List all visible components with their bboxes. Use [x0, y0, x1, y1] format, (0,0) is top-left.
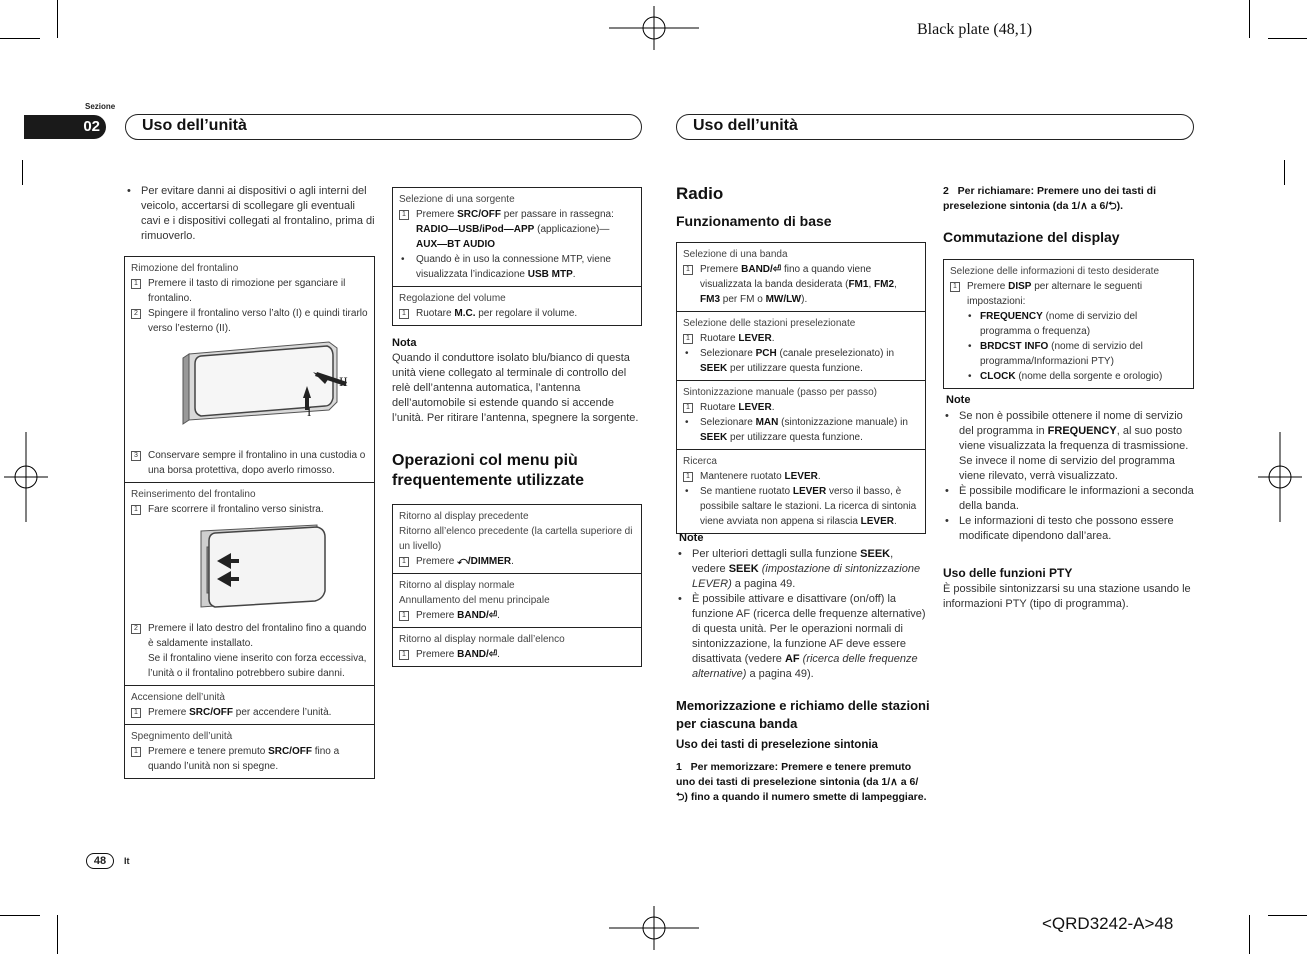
step-item: 1 Premere BAND/⏎.	[399, 647, 635, 662]
box-cell	[393, 628, 641, 666]
faceplate-reattach-illustration-icon	[197, 521, 337, 621]
crop-mark	[0, 915, 40, 916]
cell-title: Selezione di una sorgente	[399, 194, 515, 205]
page-title: Uso dell’unità	[693, 117, 798, 134]
step-item: 3 Conservare sempre il frontalino in una custodia o una borsa protettiva, dopo averlo rimosso.	[131, 448, 368, 478]
source-volume-box	[392, 187, 642, 326]
box-cell	[393, 287, 641, 325]
menu-operations-box	[392, 504, 642, 667]
step-number: 1	[399, 557, 409, 567]
box-cell	[677, 381, 925, 450]
step-number: 1	[131, 505, 141, 515]
section-label: Sezione	[85, 102, 116, 111]
step-number: 1	[399, 611, 409, 621]
cell-title: Ricerca	[683, 456, 717, 467]
cell-title: Ritorno al display normale dall’elenco	[399, 634, 565, 645]
section-heading: Radio	[676, 184, 724, 203]
figure-label-II: II	[339, 374, 348, 389]
section-number: 02	[83, 118, 100, 135]
step-number: 1	[131, 708, 141, 718]
box-cell	[393, 574, 641, 628]
note-title: Note	[946, 394, 971, 406]
cell-title: Selezione delle informazioni di testo desiderate	[950, 266, 1160, 277]
step-number: 2	[131, 624, 141, 634]
note-bullet: • È possibile modificare le informazioni a seconda della banda.	[943, 484, 1195, 514]
cell-title: Sintonizzazione manuale (passo per passo)	[683, 387, 877, 398]
crop-mark	[22, 160, 23, 185]
figure-reattach	[131, 517, 368, 621]
bullet-item: • Quando è in uso la connessione MTP, viene visualizzata l’indicazione USB MTP.	[399, 252, 635, 282]
step-number: 1	[683, 472, 693, 482]
crop-mark	[1249, 915, 1250, 954]
note-bullet: • Le informazioni di testo che possono essere modificate dipendono dall’area.	[943, 514, 1195, 544]
note-bullet: • È possibile attivare e disattivare (on/off) la funzione AF (ricerca delle frequenze alternative) di questa unità. Per le operazioni normali di sintonizzazione, la funzione AF deve essere disattivata (vedere AF (ricerca delle frequenze alternative) a pagina 49).	[676, 592, 926, 682]
step-item: 1 Mantenere ruotato LEVER.	[683, 469, 919, 484]
step-item: 1 Premere DISP per alternare le seguenti impostazioni:	[950, 279, 1187, 309]
note-title: Note	[679, 532, 704, 544]
note-title: Nota	[392, 337, 417, 349]
intro-bullet: • Per evitare danni ai dispositivi o agli interni del veicolo, accertarsi di scollegare gli eventuali cavi e i dispositivi collegati al frontalino, prima di rimuoverlo.	[125, 184, 375, 244]
numbered-step: 1 Per memorizzare: Premere e tenere premuto uno dei tasti di preselezione sintonia (da 1/∧ a 6/⮌) fino a quando il numero smette di lampeggiare.	[676, 761, 927, 803]
bullet-item: • FREQUENCY (nome di servizio del programma o frequenza)	[966, 309, 1187, 339]
registration-mark-icon	[4, 432, 48, 522]
step-number: 1	[131, 279, 141, 289]
cell-title: Regolazione del volume	[399, 293, 506, 304]
step-item: 1 Premere BAND/⏎.	[399, 608, 635, 623]
crop-mark	[0, 38, 40, 39]
step-number: 1	[399, 309, 409, 319]
cell-title: Reinserimento del frontalino	[131, 489, 256, 500]
minor-heading: Uso delle funzioni PTY	[943, 566, 1073, 580]
numbered-step: 2 Per richiamare: Premere uno dei tasti di preselezione sintonia (da 1/∧ a 6/⮌).	[943, 185, 1157, 212]
crop-mark	[1249, 0, 1250, 38]
radio-basic-box	[676, 242, 926, 534]
footer-code: <QRD3242-A>48	[1042, 914, 1174, 933]
cell-title: Spegnimento dell’unità	[131, 731, 233, 742]
cell-title: Selezione di una banda	[683, 249, 788, 260]
bullet-item: • Se mantiene ruotato LEVER verso il basso, è possibile saltare le stazioni. La ricerca di sintonia viene avviata non appena si rilascia LEVER.	[683, 484, 919, 529]
plate-label: Black plate (48,1)	[917, 21, 1033, 38]
page-header-right	[676, 114, 1194, 140]
subsection-heading: Memorizzazione e richiamo delle stazioni per ciascuna banda	[676, 698, 930, 731]
step-item: 1 Premere il tasto di rimozione per sganciare il frontalino.	[131, 276, 368, 306]
figure-remove	[131, 336, 368, 448]
subsection-heading: Commutazione del display	[943, 229, 1120, 245]
step-number: 1	[683, 403, 693, 413]
step-number: 2	[131, 309, 141, 319]
step-item: 1 Premere SRC/OFF per accendere l’unità.	[131, 705, 368, 720]
step-number: 1	[950, 282, 960, 292]
cell-title: Rimozione del frontalino	[131, 263, 239, 274]
cell-title: Ritorno all’elenco precedente (la cartella superiore di un livello)	[399, 526, 633, 552]
crop-mark	[1268, 38, 1307, 39]
note-bullet: • Se non è possibile ottenere il nome di servizio del programma in FREQUENCY, al suo posto viene visualizzata la frequenza di trasmissione. Se invece il nome di servizio del programma viene rilevato, verrà visualizzato.	[943, 409, 1195, 484]
box-cell	[125, 686, 374, 725]
minor-heading: Uso dei tasti di preselezione sintonia	[676, 739, 878, 751]
language-code: It	[124, 856, 130, 866]
step-number: 1	[683, 334, 693, 344]
step-item: 1 Premere ⤺/DIMMER.	[399, 554, 635, 569]
section-number-tab	[24, 115, 106, 139]
step-number: 1	[399, 650, 409, 660]
step-item: 1 Premere e tenere premuto SRC/OFF fino a quando l’unità non si spegne.	[131, 744, 368, 774]
registration-mark-icon	[1258, 432, 1302, 522]
step-item: 1 Ruotare LEVER.	[683, 400, 919, 415]
bullet-item: • Selezionare PCH (canale preselezionato) in SEEK per utilizzare questa funzione.	[683, 346, 919, 376]
frontalino-box	[124, 256, 375, 779]
cell-title: Ritorno al display precedente	[399, 511, 529, 522]
step-number: 1	[131, 747, 141, 757]
step-item: 1 Premere BAND/⏎ fino a quando viene visualizzata la banda desiderata (FM1, FM2, FM3 per FM o MW/LW).	[683, 262, 919, 307]
body-text: È possibile sintonizzarsi su una stazione usando le informazioni PTY (tipo di programma).	[943, 583, 1191, 610]
step-item: 1 Ruotare LEVER.	[683, 331, 919, 346]
cell-title: Selezione delle stazioni preselezionate	[683, 318, 856, 329]
section-heading: Operazioni col menu più frequentemente utilizzate	[392, 452, 585, 489]
step-number: 3	[131, 451, 141, 461]
crop-mark	[1284, 160, 1285, 185]
page-header-left	[125, 114, 642, 140]
box-cell	[944, 260, 1193, 388]
page-number: 48	[93, 855, 107, 867]
crop-mark	[57, 915, 58, 954]
faceplate-removal-illustration-icon	[179, 336, 379, 446]
crop-mark	[57, 0, 58, 38]
box-cell	[677, 450, 925, 533]
page-title: Uso dell’unità	[142, 117, 247, 134]
box-cell	[393, 188, 641, 287]
note-text: Quando il conduttore isolato blu/bianco di questa unità viene collegato al terminale di controllo del relè dell’antenna automatica, l’antenna dell’automobile si estende quando si accende l’unità. Per ritirare l’antenna, spegnere la sorgente.	[392, 352, 639, 424]
step-item: 1 Ruotare M.C. per regolare il volume.	[399, 306, 635, 321]
bullet-item: • BRDCST INFO (nome di servizio del programma/Informazioni PTY)	[966, 339, 1187, 369]
box-cell	[393, 505, 641, 574]
page-number-badge	[86, 853, 114, 869]
step-item: 2 Spingere il frontalino verso l’alto (I) e quindi tirarlo verso l’esterno (II).	[131, 306, 368, 336]
step-item: 1 Premere SRC/OFF per passare in rassegna: RADIO—USB/iPod—APP (applicazione)— AUX—BT AUDIO	[399, 207, 635, 252]
box-cell	[677, 243, 925, 312]
crop-mark	[1268, 915, 1307, 916]
cell-title: Annullamento del menu principale	[399, 595, 550, 606]
cell-title: Ritorno al display normale	[399, 580, 515, 591]
display-box	[943, 259, 1194, 389]
step-item: 2 Premere il lato destro del frontalino fino a quando è saldamente installato. Se il frontalino viene inserito con forza eccessiva, l’unità o il frontalino potrebbero subire danni.	[131, 621, 368, 681]
bullet-item: • Selezionare MAN (sintonizzazione manuale) in SEEK per utilizzare questa funzione.	[683, 415, 919, 445]
registration-mark-icon	[609, 906, 699, 950]
step-number: 1	[399, 210, 409, 220]
step-item: 1 Fare scorrere il frontalino verso sinistra.	[131, 502, 368, 517]
subsection-heading: Funzionamento di base	[676, 213, 832, 229]
figure-label-I: I	[307, 404, 312, 419]
registration-mark-icon	[609, 6, 699, 50]
step-number: 1	[683, 265, 693, 275]
bullet-item: • CLOCK (nome della sorgente e orologio)	[966, 369, 1187, 384]
box-cell	[125, 257, 374, 483]
note-bullet: • Per ulteriori dettagli sulla funzione SEEK, vedere SEEK (impostazione di sintonizzazione LEVER) a pagina 49.	[676, 547, 926, 592]
box-cell	[125, 725, 374, 778]
cell-title: Accensione dell’unità	[131, 692, 225, 703]
box-cell	[677, 312, 925, 381]
box-cell	[125, 483, 374, 686]
